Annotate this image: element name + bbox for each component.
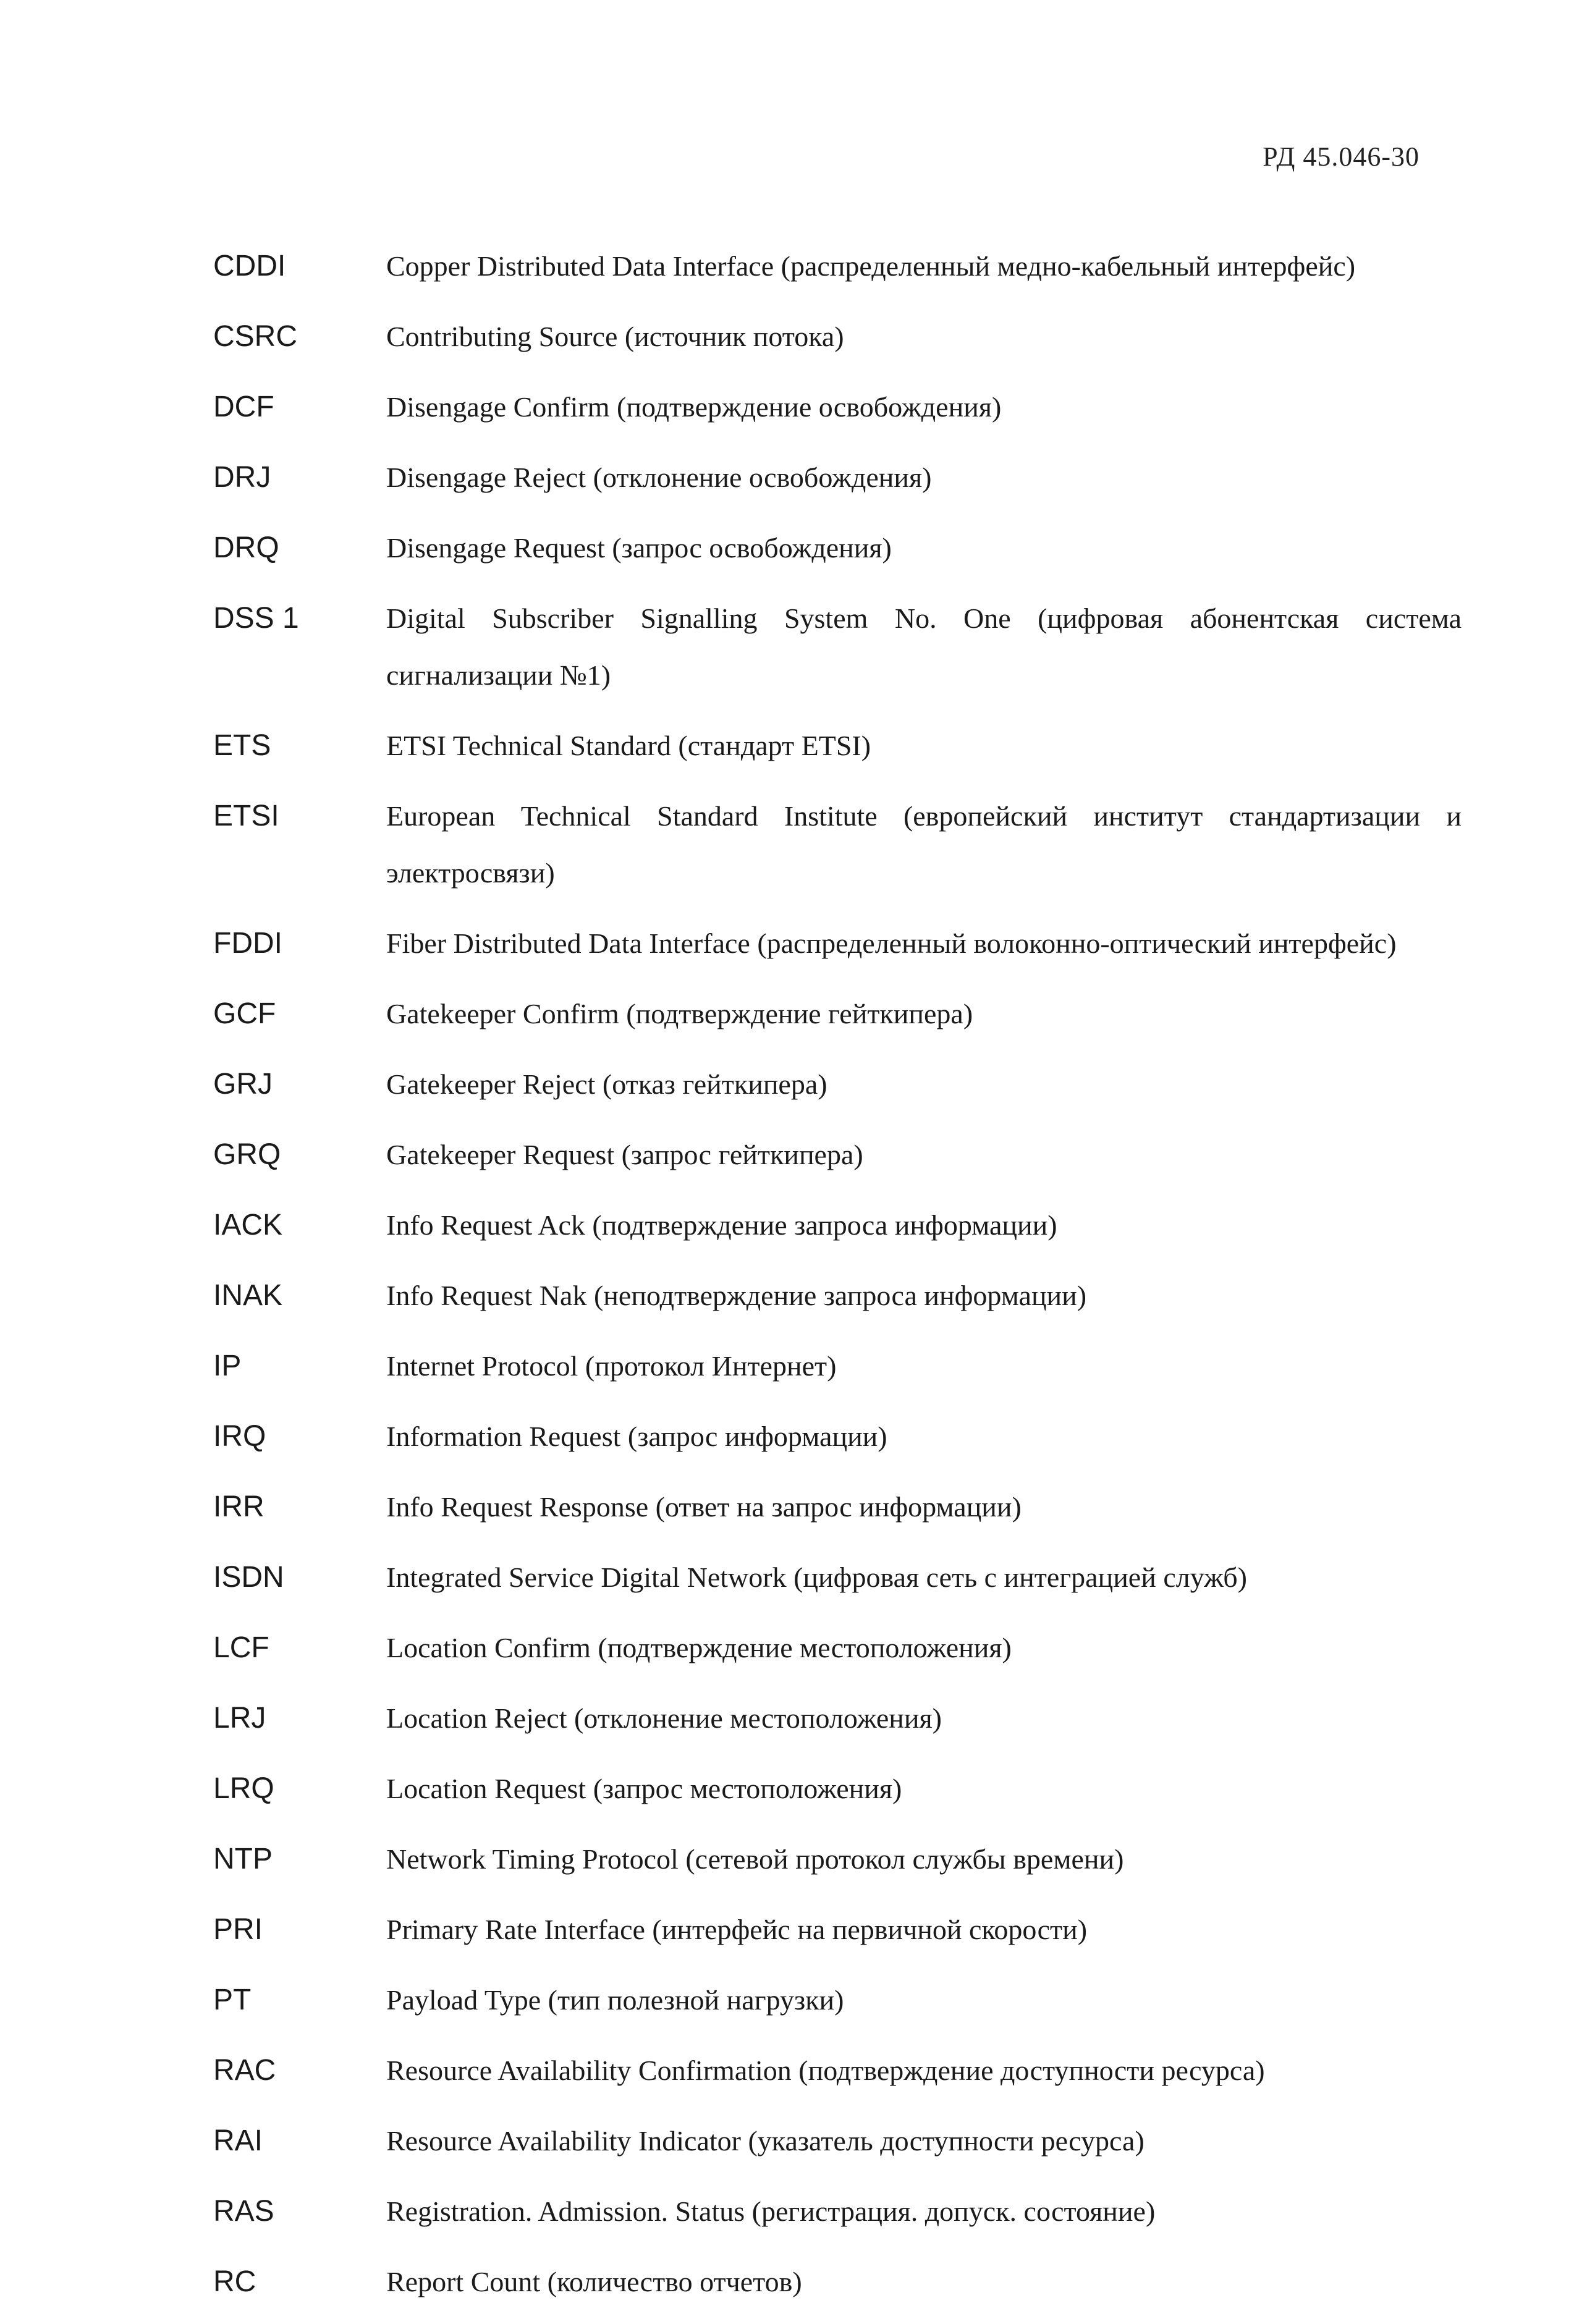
list-item xyxy=(213,1056,1462,1113)
list-item xyxy=(213,788,1462,902)
list-item xyxy=(213,1831,1462,1888)
abbreviation: IRR xyxy=(213,1490,264,1523)
abbreviation: NTP xyxy=(213,1843,273,1875)
abbreviation: INAK xyxy=(213,1279,283,1312)
abbreviation: CDDI xyxy=(213,250,286,282)
definition: Resource Availability Indicator (указатель доступности ресурса) xyxy=(386,2125,1145,2157)
list-item xyxy=(213,2113,1462,2170)
abbreviation: LCF xyxy=(213,1631,269,1664)
definition: Resource Availability Confirmation (подтверждение доступности ресурса) xyxy=(386,2055,1265,2086)
definition: Gatekeeper Reject (отказ гейткипера) xyxy=(386,1068,827,1100)
definition: Gatekeeper Confirm (подтверждение гейткипера) xyxy=(386,998,973,1029)
list-item xyxy=(213,1197,1462,1254)
list-item xyxy=(213,379,1462,436)
abbreviation: GRJ xyxy=(213,1068,273,1101)
definition: Location Reject (отклонение местоположения) xyxy=(386,1702,942,1734)
abbreviation: DRJ xyxy=(213,461,271,494)
definition: European Technical Standard Institute (европейский институт стандартизации и электросвязи) xyxy=(386,800,1462,889)
abbreviation: GCF xyxy=(213,997,276,1030)
definition: ETSI Technical Standard (стандарт ETSI) xyxy=(386,730,871,761)
abbreviation: PT xyxy=(213,1984,252,2016)
abbreviation: GRQ xyxy=(213,1138,281,1171)
abbreviation: ETS xyxy=(213,729,271,762)
definition: Gatekeeper Request (запрос гейткипера) xyxy=(386,1139,863,1170)
definition: Fiber Distributed Data Interface (распределенный волоконно-оптический интерфейс) xyxy=(386,927,1397,959)
definition: Copper Distributed Data Interface (распределенный медно-кабельный интерфейс) xyxy=(386,250,1356,282)
abbreviation-list xyxy=(213,238,1462,2324)
list-item xyxy=(213,238,1462,295)
abbreviation: RAC xyxy=(213,2054,276,2087)
list-item xyxy=(213,1972,1462,2029)
definition: Contributing Source (источник потока) xyxy=(386,321,844,352)
definition: Integrated Service Digital Network (цифровая сеть с интеграцией служб) xyxy=(386,1561,1248,1593)
definition: Information Request (запрос информации) xyxy=(386,1421,887,1452)
list-item xyxy=(213,1126,1462,1183)
abbreviation: FDDI xyxy=(213,927,282,960)
definition: Info Request Nak (неподтверждение запроса информации) xyxy=(386,1280,1087,1311)
page-number: РД 45.046-30 xyxy=(1263,142,1420,172)
abbreviation: RC xyxy=(213,2265,256,2298)
list-item xyxy=(213,1549,1462,1606)
definition: Internet Protocol (протокол Интернет) xyxy=(386,1350,837,1382)
abbreviation: RAI xyxy=(213,2124,263,2157)
definition: Primary Rate Interface (интерфейс на первичной скорости) xyxy=(386,1914,1088,1945)
abbreviation: CSRC xyxy=(213,320,298,353)
abbreviation: ISDN xyxy=(213,1561,284,1594)
definition: Registration. Admission. Status (регистрация. допуск. состояние) xyxy=(386,2195,1156,2227)
abbreviation: LRJ xyxy=(213,1702,266,1735)
list-item xyxy=(213,1408,1462,1465)
list-item xyxy=(213,1901,1462,1958)
abbreviation: LRQ xyxy=(213,1772,274,1805)
abbreviation: IRQ xyxy=(213,1420,266,1453)
definition: Payload Type (тип полезной нагрузки) xyxy=(386,1984,844,2016)
list-item xyxy=(213,590,1462,704)
definition: Disengage Reject (отклонение освобождения) xyxy=(386,462,932,493)
definition: Info Request Ack (подтверждение запроса информации) xyxy=(386,1209,1057,1241)
list-item xyxy=(213,2042,1462,2099)
definition: Location Request (запрос местоположения) xyxy=(386,1773,902,1804)
list-item xyxy=(213,308,1462,365)
abbreviation: ETSI xyxy=(213,800,279,832)
list-item xyxy=(213,1690,1462,1747)
list-item xyxy=(213,1760,1462,1817)
list-item xyxy=(213,915,1462,972)
abbreviation: RAS xyxy=(213,2195,274,2228)
abbreviation: DSS 1 xyxy=(213,602,299,635)
definition: Disengage Confirm (подтверждение освобождения) xyxy=(386,391,1002,423)
definition: Digital Subscriber Signalling System No. One (цифровая абонентская система сигнализации №1) xyxy=(386,602,1462,691)
definition: Info Request Response (ответ на запрос информации) xyxy=(386,1491,1022,1523)
abbreviation: DRQ xyxy=(213,531,279,564)
list-item xyxy=(213,520,1462,577)
list-item xyxy=(213,1479,1462,1536)
list-item xyxy=(213,1267,1462,1324)
list-item xyxy=(213,717,1462,774)
definition: Disengage Request (запрос освобождения) xyxy=(386,532,892,564)
abbreviation: IP xyxy=(213,1350,242,1382)
abbreviation: PRI xyxy=(213,1913,263,1946)
definition: Location Confirm (подтверждение местоположения) xyxy=(386,1632,1012,1663)
abbreviation: IACK xyxy=(213,1209,283,1241)
definition: Network Timing Protocol (сетевой протокол службы времени) xyxy=(386,1843,1124,1875)
list-item xyxy=(213,449,1462,506)
list-item xyxy=(213,986,1462,1042)
definition: Report Count (количество отчетов) xyxy=(386,2266,802,2297)
list-item xyxy=(213,1338,1462,1395)
list-item xyxy=(213,1620,1462,1676)
abbreviation: DCF xyxy=(213,391,274,423)
list-item xyxy=(213,2254,1462,2310)
list-item xyxy=(213,2183,1462,2240)
